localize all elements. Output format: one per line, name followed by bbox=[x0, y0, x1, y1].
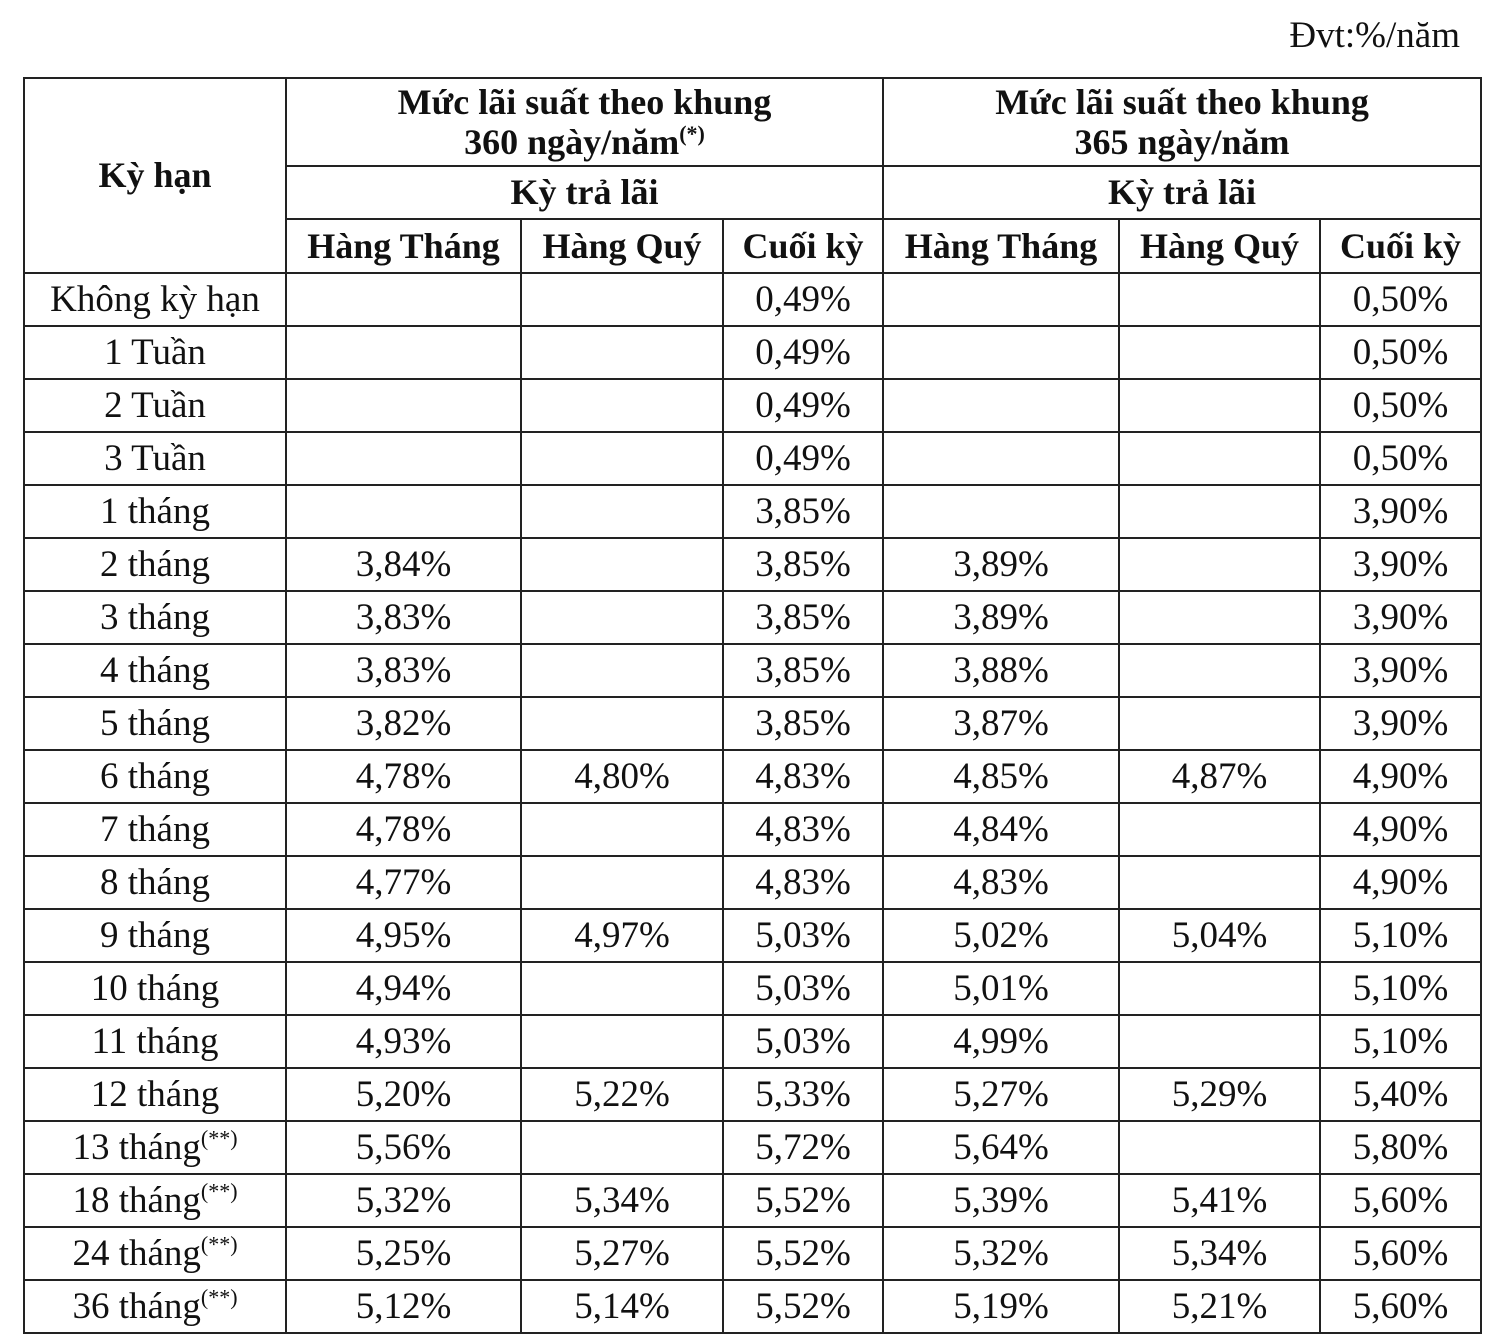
header-group-360-line2: 360 ngày/năm bbox=[464, 122, 680, 162]
rate-cell-end-of-term-365: 3,90% bbox=[1320, 538, 1481, 591]
table-row bbox=[24, 644, 1481, 697]
header-group-360 bbox=[286, 78, 883, 166]
rate-cell-end-of-term-365: 4,90% bbox=[1320, 803, 1481, 856]
rate-cell-end-of-term-360: 0,49% bbox=[723, 379, 883, 432]
rate-cell-monthly-360: 3,83% bbox=[286, 591, 521, 644]
rate-cell-quarterly-360 bbox=[521, 273, 723, 326]
header-payment-period-360: Kỳ trả lãi bbox=[286, 166, 883, 219]
table-row bbox=[24, 591, 1481, 644]
rate-cell-monthly-365: 4,85% bbox=[883, 750, 1119, 803]
footnote-marker: (**) bbox=[200, 1178, 238, 1204]
term-cell bbox=[24, 379, 286, 432]
rate-cell-monthly-360 bbox=[286, 485, 521, 538]
header-group-365 bbox=[883, 78, 1481, 166]
term-cell bbox=[24, 856, 286, 909]
header-group-365-line2: 365 ngày/năm bbox=[1074, 122, 1290, 162]
rate-cell-end-of-term-365: 0,50% bbox=[1320, 432, 1481, 485]
rate-cell-end-of-term-360: 0,49% bbox=[723, 432, 883, 485]
rate-cell-monthly-360: 4,78% bbox=[286, 750, 521, 803]
term-label: 1 Tuần bbox=[104, 331, 206, 373]
rate-cell-quarterly-360: 5,22% bbox=[521, 1068, 723, 1121]
rate-cell-quarterly-360 bbox=[521, 538, 723, 591]
header-monthly-360: Hàng Tháng bbox=[286, 219, 521, 273]
rate-cell-end-of-term-365: 3,90% bbox=[1320, 591, 1481, 644]
rate-cell-end-of-term-360: 3,85% bbox=[723, 644, 883, 697]
rate-cell-monthly-360: 3,82% bbox=[286, 697, 521, 750]
table-row bbox=[24, 432, 1481, 485]
rate-cell-quarterly-360 bbox=[521, 379, 723, 432]
rate-cell-quarterly-365 bbox=[1119, 1121, 1320, 1174]
rate-cell-monthly-365: 5,02% bbox=[883, 909, 1119, 962]
term-label: 7 tháng bbox=[100, 808, 210, 850]
table-row bbox=[24, 538, 1481, 591]
rate-cell-monthly-360: 5,56% bbox=[286, 1121, 521, 1174]
term-label: 12 tháng bbox=[90, 1073, 220, 1115]
term-cell bbox=[24, 538, 286, 591]
footnote-marker: (**) bbox=[200, 1125, 238, 1151]
rate-cell-end-of-term-365: 0,50% bbox=[1320, 326, 1481, 379]
rate-cell-quarterly-360: 4,80% bbox=[521, 750, 723, 803]
table-row bbox=[24, 909, 1481, 962]
rate-cell-end-of-term-365: 0,50% bbox=[1320, 273, 1481, 326]
rate-cell-end-of-term-365: 5,10% bbox=[1320, 909, 1481, 962]
table-row bbox=[24, 1121, 1481, 1174]
rate-cell-quarterly-365: 5,34% bbox=[1119, 1227, 1320, 1280]
term-cell bbox=[24, 326, 286, 379]
rate-cell-quarterly-365 bbox=[1119, 273, 1320, 326]
rate-cell-monthly-360: 5,25% bbox=[286, 1227, 521, 1280]
rate-cell-end-of-term-365: 3,90% bbox=[1320, 644, 1481, 697]
rate-cell-end-of-term-360: 3,85% bbox=[723, 591, 883, 644]
rate-cell-monthly-360: 5,12% bbox=[286, 1280, 521, 1333]
rate-cell-monthly-365: 5,19% bbox=[883, 1280, 1119, 1333]
rate-cell-quarterly-360 bbox=[521, 1015, 723, 1068]
rate-cell-quarterly-360: 4,97% bbox=[521, 909, 723, 962]
rate-cell-quarterly-360 bbox=[521, 326, 723, 379]
rate-cell-end-of-term-360: 3,85% bbox=[723, 485, 883, 538]
table-row bbox=[24, 856, 1481, 909]
rate-cell-quarterly-360 bbox=[521, 591, 723, 644]
rate-cell-quarterly-365: 5,29% bbox=[1119, 1068, 1320, 1121]
footnote-marker: (**) bbox=[200, 1231, 238, 1257]
rate-cell-monthly-360 bbox=[286, 273, 521, 326]
rate-cell-end-of-term-360: 4,83% bbox=[723, 856, 883, 909]
table-row bbox=[24, 273, 1481, 326]
rate-cell-monthly-360: 5,32% bbox=[286, 1174, 521, 1227]
rate-cell-monthly-360: 4,95% bbox=[286, 909, 521, 962]
term-label: 9 tháng bbox=[100, 914, 210, 956]
term-cell bbox=[24, 644, 286, 697]
rate-cell-monthly-365: 3,89% bbox=[883, 591, 1119, 644]
table-row bbox=[24, 750, 1481, 803]
table-row bbox=[24, 1174, 1481, 1227]
term-label: 6 tháng bbox=[100, 755, 210, 797]
table-row bbox=[24, 1015, 1481, 1068]
rate-cell-monthly-360: 4,93% bbox=[286, 1015, 521, 1068]
term-label: Không kỳ hạn bbox=[50, 278, 260, 320]
rate-cell-quarterly-365 bbox=[1119, 326, 1320, 379]
rate-cell-end-of-term-365: 5,80% bbox=[1320, 1121, 1481, 1174]
rate-cell-quarterly-365 bbox=[1119, 379, 1320, 432]
term-label: 11 tháng bbox=[91, 1020, 219, 1062]
rate-cell-end-of-term-365: 5,60% bbox=[1320, 1227, 1481, 1280]
rate-cell-quarterly-360 bbox=[521, 962, 723, 1015]
rate-cell-quarterly-365 bbox=[1119, 485, 1320, 538]
header-group-365-line1: Mức lãi suất theo khung bbox=[995, 81, 1369, 122]
interest-rate-table bbox=[23, 77, 1482, 1334]
term-label: 8 tháng bbox=[100, 861, 210, 903]
rate-cell-quarterly-360: 5,14% bbox=[521, 1280, 723, 1333]
term-label: 5 tháng bbox=[100, 702, 210, 744]
rate-cell-end-of-term-360: 3,85% bbox=[723, 697, 883, 750]
term-label: 13 tháng bbox=[72, 1126, 201, 1168]
table-row bbox=[24, 1227, 1481, 1280]
rate-cell-end-of-term-365: 5,40% bbox=[1320, 1068, 1481, 1121]
rate-cell-quarterly-360 bbox=[521, 697, 723, 750]
rate-cell-monthly-365 bbox=[883, 273, 1119, 326]
rate-cell-quarterly-360 bbox=[521, 644, 723, 697]
rate-cell-monthly-360 bbox=[286, 432, 521, 485]
rate-cell-end-of-term-360: 5,52% bbox=[723, 1174, 883, 1227]
rate-cell-quarterly-365 bbox=[1119, 644, 1320, 697]
rate-cell-end-of-term-365: 5,60% bbox=[1320, 1174, 1481, 1227]
table-row bbox=[24, 1280, 1481, 1333]
term-cell bbox=[24, 1015, 286, 1068]
term-cell bbox=[24, 803, 286, 856]
rate-cell-quarterly-360 bbox=[521, 856, 723, 909]
rate-cell-monthly-365: 4,99% bbox=[883, 1015, 1119, 1068]
term-label: 2 Tuần bbox=[104, 384, 206, 426]
footnote-marker: (*) bbox=[679, 121, 705, 146]
rate-cell-monthly-365: 5,27% bbox=[883, 1068, 1119, 1121]
rate-cell-quarterly-365 bbox=[1119, 803, 1320, 856]
rate-cell-monthly-365 bbox=[883, 485, 1119, 538]
rate-cell-monthly-360 bbox=[286, 379, 521, 432]
rate-cell-quarterly-365: 5,21% bbox=[1119, 1280, 1320, 1333]
term-label: 3 tháng bbox=[100, 596, 210, 638]
rate-cell-end-of-term-360: 0,49% bbox=[723, 273, 883, 326]
rate-cell-quarterly-360 bbox=[521, 803, 723, 856]
rate-cell-end-of-term-365: 5,60% bbox=[1320, 1280, 1481, 1333]
rate-cell-end-of-term-365: 0,50% bbox=[1320, 379, 1481, 432]
rate-cell-monthly-365 bbox=[883, 379, 1119, 432]
header-end-of-term-360: Cuối kỳ bbox=[723, 219, 883, 273]
term-cell bbox=[24, 1121, 286, 1174]
rate-cell-end-of-term-360: 4,83% bbox=[723, 803, 883, 856]
rate-cell-monthly-365: 3,89% bbox=[883, 538, 1119, 591]
table-row bbox=[24, 379, 1481, 432]
term-cell bbox=[24, 1174, 286, 1227]
rate-cell-quarterly-360 bbox=[521, 1121, 723, 1174]
header-quarterly-360: Hàng Quý bbox=[521, 219, 723, 273]
term-label: 36 tháng bbox=[72, 1285, 201, 1327]
rate-cell-end-of-term-360: 4,83% bbox=[723, 750, 883, 803]
table-row bbox=[24, 326, 1481, 379]
rate-cell-end-of-term-365: 3,90% bbox=[1320, 485, 1481, 538]
rate-cell-quarterly-365 bbox=[1119, 697, 1320, 750]
rate-cell-quarterly-365 bbox=[1119, 538, 1320, 591]
term-cell bbox=[24, 750, 286, 803]
term-label: 2 tháng bbox=[100, 543, 210, 585]
rate-cell-monthly-360: 4,94% bbox=[286, 962, 521, 1015]
rate-cell-quarterly-365 bbox=[1119, 856, 1320, 909]
rate-cell-monthly-365: 3,88% bbox=[883, 644, 1119, 697]
rate-cell-monthly-365: 5,39% bbox=[883, 1174, 1119, 1227]
term-label: 24 tháng bbox=[72, 1232, 201, 1274]
term-cell bbox=[24, 432, 286, 485]
rate-cell-quarterly-360: 5,27% bbox=[521, 1227, 723, 1280]
rate-cell-quarterly-365: 5,41% bbox=[1119, 1174, 1320, 1227]
header-term: Kỳ hạn bbox=[24, 78, 286, 273]
rate-cell-monthly-365: 5,32% bbox=[883, 1227, 1119, 1280]
table-row bbox=[24, 1068, 1481, 1121]
rate-cell-monthly-365 bbox=[883, 432, 1119, 485]
term-cell bbox=[24, 697, 286, 750]
rate-cell-monthly-365 bbox=[883, 326, 1119, 379]
rate-cell-quarterly-365: 4,87% bbox=[1119, 750, 1320, 803]
rate-cell-quarterly-365 bbox=[1119, 1015, 1320, 1068]
rate-cell-quarterly-360: 5,34% bbox=[521, 1174, 723, 1227]
header-end-of-term-365: Cuối kỳ bbox=[1320, 219, 1481, 273]
rate-cell-end-of-term-365: 4,90% bbox=[1320, 750, 1481, 803]
table-row bbox=[24, 803, 1481, 856]
rate-cell-end-of-term-360: 5,33% bbox=[723, 1068, 883, 1121]
rate-cell-end-of-term-360: 5,03% bbox=[723, 1015, 883, 1068]
rate-cell-monthly-360: 5,20% bbox=[286, 1068, 521, 1121]
header-payment-period-365: Kỳ trả lãi bbox=[883, 166, 1481, 219]
rate-cell-monthly-365: 5,01% bbox=[883, 962, 1119, 1015]
rate-cell-end-of-term-360: 3,85% bbox=[723, 538, 883, 591]
rate-cell-monthly-360: 3,83% bbox=[286, 644, 521, 697]
rate-cell-quarterly-360 bbox=[521, 485, 723, 538]
rate-cell-end-of-term-360: 5,03% bbox=[723, 962, 883, 1015]
rate-cell-monthly-360: 4,78% bbox=[286, 803, 521, 856]
rate-cell-quarterly-365 bbox=[1119, 432, 1320, 485]
rate-cell-monthly-360: 4,77% bbox=[286, 856, 521, 909]
term-label: 1 tháng bbox=[100, 490, 210, 532]
term-cell bbox=[24, 485, 286, 538]
table-row bbox=[24, 962, 1481, 1015]
term-cell bbox=[24, 273, 286, 326]
rate-cell-monthly-365: 4,83% bbox=[883, 856, 1119, 909]
rate-cell-end-of-term-365: 4,90% bbox=[1320, 856, 1481, 909]
term-cell bbox=[24, 591, 286, 644]
rate-cell-quarterly-360 bbox=[521, 432, 723, 485]
rate-cell-end-of-term-360: 0,49% bbox=[723, 326, 883, 379]
term-label: 18 tháng bbox=[72, 1179, 201, 1221]
header-monthly-365: Hàng Tháng bbox=[883, 219, 1119, 273]
rate-cell-quarterly-365 bbox=[1119, 591, 1320, 644]
table-row bbox=[24, 485, 1481, 538]
rate-cell-end-of-term-365: 3,90% bbox=[1320, 697, 1481, 750]
rate-cell-quarterly-365 bbox=[1119, 962, 1320, 1015]
rate-cell-end-of-term-360: 5,52% bbox=[723, 1227, 883, 1280]
term-cell bbox=[24, 1068, 286, 1121]
footnote-marker: (**) bbox=[200, 1284, 238, 1310]
rate-cell-end-of-term-360: 5,72% bbox=[723, 1121, 883, 1174]
rate-cell-monthly-365: 4,84% bbox=[883, 803, 1119, 856]
term-label: 3 Tuần bbox=[104, 437, 206, 479]
term-label: 10 tháng bbox=[90, 967, 220, 1009]
rate-cell-monthly-365: 5,64% bbox=[883, 1121, 1119, 1174]
term-label: 4 tháng bbox=[100, 649, 210, 691]
table-row bbox=[24, 697, 1481, 750]
rate-cell-end-of-term-365: 5,10% bbox=[1320, 962, 1481, 1015]
rate-cell-quarterly-365: 5,04% bbox=[1119, 909, 1320, 962]
rate-cell-end-of-term-365: 5,10% bbox=[1320, 1015, 1481, 1068]
term-cell bbox=[24, 1280, 286, 1333]
header-quarterly-365: Hàng Quý bbox=[1119, 219, 1320, 273]
header-group-360-line1: Mức lãi suất theo khung bbox=[397, 81, 772, 122]
term-cell bbox=[24, 909, 286, 962]
unit-label: Đvt:%/năm bbox=[1289, 15, 1460, 56]
rate-cell-monthly-365: 3,87% bbox=[883, 697, 1119, 750]
rate-cell-monthly-360: 3,84% bbox=[286, 538, 521, 591]
term-cell bbox=[24, 962, 286, 1015]
rate-cell-end-of-term-360: 5,03% bbox=[723, 909, 883, 962]
rate-cell-monthly-360 bbox=[286, 326, 521, 379]
rate-cell-end-of-term-360: 5,52% bbox=[723, 1280, 883, 1333]
term-cell bbox=[24, 1227, 286, 1280]
